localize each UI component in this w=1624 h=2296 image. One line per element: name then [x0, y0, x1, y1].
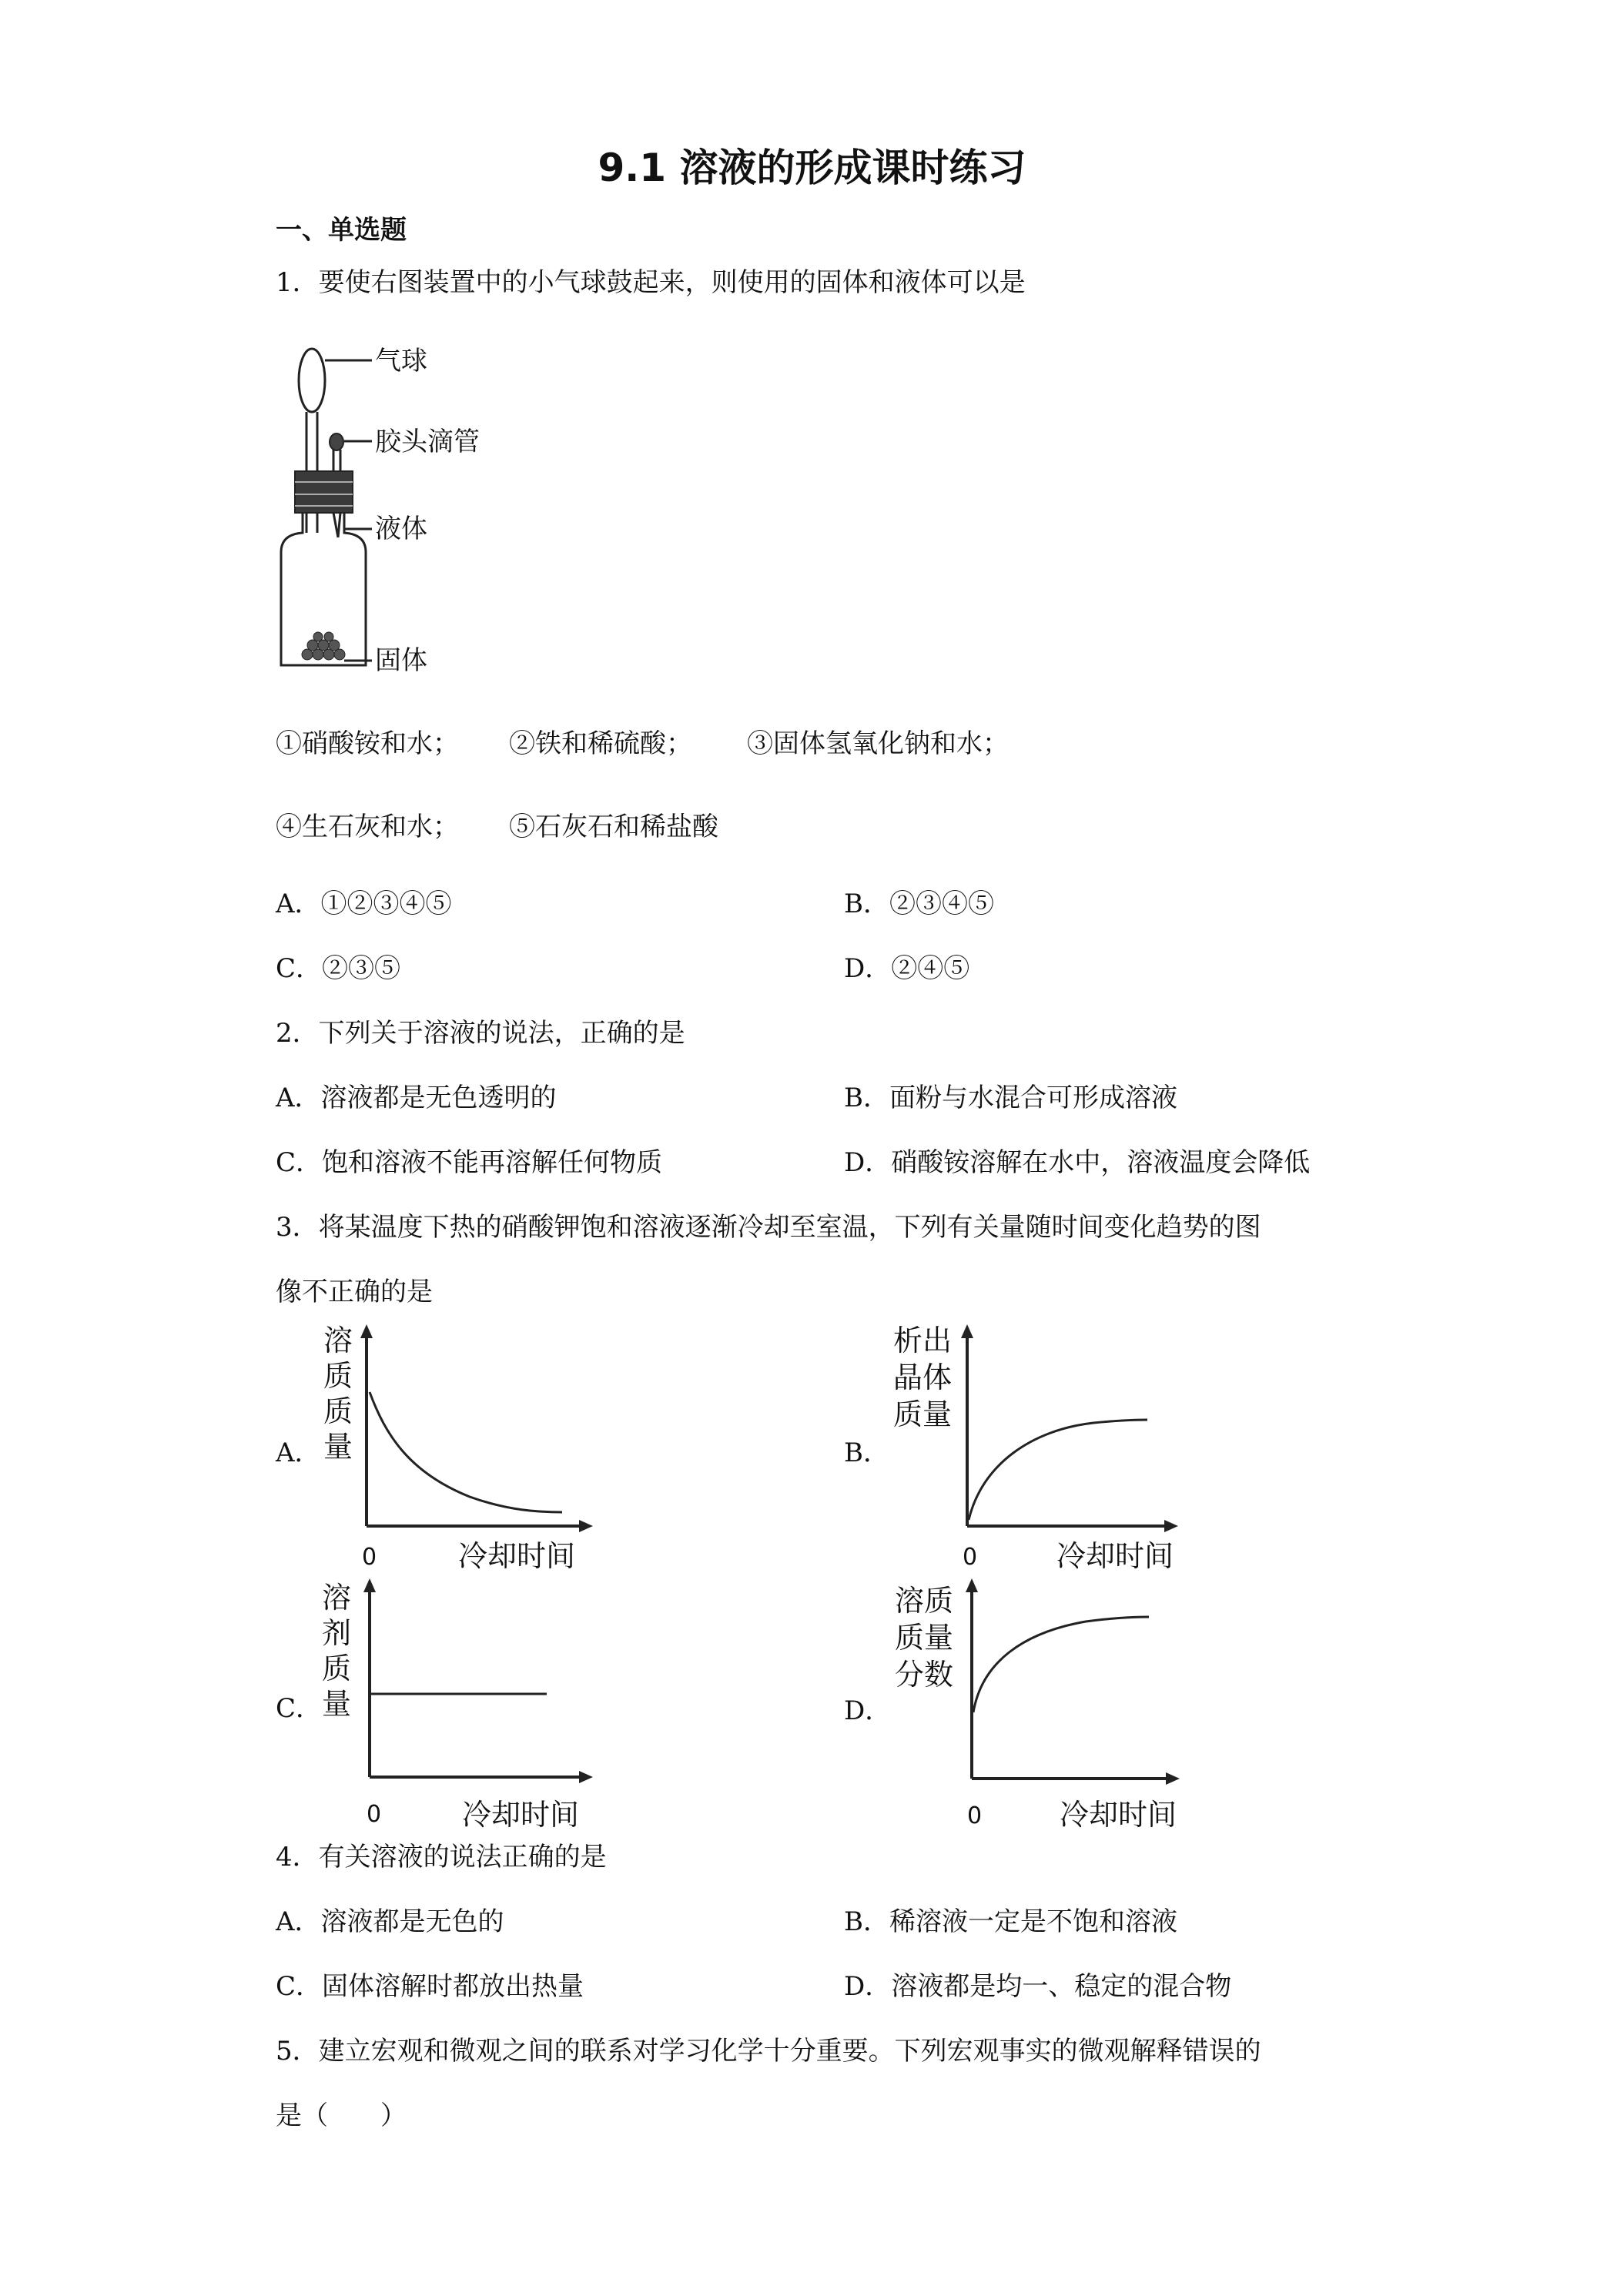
- q4-stem: 4．有关溶液的说法正确的是: [276, 1842, 607, 1873]
- q3-stem-line-2: 像不正确的是: [276, 1277, 433, 1307]
- q2-option-d[interactable]: D．硝酸铵溶解在水中，溶液温度会降低: [844, 1147, 1311, 1178]
- q4-option-a[interactable]: A．溶液都是无色的: [276, 1906, 504, 1937]
- q3-option-b[interactable]: B．: [844, 1438, 889, 1468]
- origin-c: 0: [367, 1801, 382, 1828]
- q1-stem: 1．要使右图装置中的小气球鼓起来，则使用的固体和液体可以是: [276, 267, 1026, 298]
- q1-item-4: ④生石灰和水；: [276, 812, 459, 842]
- q1-option-d[interactable]: D．②④⑤: [844, 953, 970, 984]
- y-label-a-2: 质: [323, 1359, 353, 1393]
- label-solid: 固体: [375, 645, 427, 676]
- section-heading: 一、单选题: [276, 215, 407, 246]
- curve-b: [969, 1420, 1147, 1520]
- q1-apparatus-figure: [273, 333, 527, 687]
- q1-item-2: ②铁和稀硫酸；: [509, 728, 692, 759]
- curve-a: [370, 1392, 562, 1512]
- q1-item-5: ⑤石灰石和稀盐酸: [509, 812, 718, 842]
- y-label-b-3: 质量: [893, 1397, 953, 1431]
- y-label-b-1: 析出: [893, 1324, 953, 1357]
- q1-item-1: ①硝酸铵和水；: [276, 728, 459, 759]
- label-balloon: 气球: [375, 346, 427, 377]
- y-label-a-3: 质: [323, 1394, 353, 1428]
- x-label-b: 冷却时间: [1056, 1539, 1174, 1573]
- dropper-bulb-shape: [330, 433, 343, 450]
- q1-option-a[interactable]: A．①②③④⑤: [276, 889, 452, 919]
- q1-option-c[interactable]: C．②③⑤: [276, 953, 401, 984]
- origin-d: 0: [967, 1802, 983, 1829]
- x-label-d: 冷却时间: [1060, 1798, 1177, 1832]
- y-label-c-4: 量: [322, 1687, 352, 1721]
- balloon-shape: [299, 349, 325, 412]
- curve-d: [973, 1617, 1149, 1712]
- q5-stem-line-1: 5．建立宏观和微观之间的联系对学习化学十分重要。下列宏观事实的微观解释错误的: [276, 2036, 1261, 2067]
- label-dropper: 胶头滴管: [375, 427, 480, 457]
- y-label-b-2: 晶体: [893, 1361, 953, 1394]
- q3-option-c[interactable]: C．: [276, 1693, 323, 1724]
- y-label-c-2: 剂: [322, 1616, 352, 1650]
- q2-stem: 2．下列关于溶液的说法，正确的是: [276, 1018, 685, 1049]
- page-title: 9.1 溶液的形成课时练习: [598, 146, 1026, 190]
- x-label-c: 冷却时间: [462, 1798, 580, 1832]
- q4-option-b[interactable]: B．稀溶液一定是不饱和溶液: [844, 1906, 1177, 1937]
- q5-stem-line-2: 是（ ）: [276, 2100, 407, 2131]
- y-label-c-1: 溶: [322, 1581, 352, 1615]
- y-label-d-3: 分数: [895, 1658, 954, 1692]
- q3-graph-b: [878, 1318, 1186, 1588]
- q3-stem-line-1: 3．将某温度下热的硝酸钾饱和溶液逐渐冷却至室温，下列有关量随时间变化趋势的图: [276, 1212, 1261, 1243]
- y-label-a-1: 溶: [323, 1324, 353, 1357]
- q3-graph-a: [316, 1318, 601, 1588]
- q4-option-c[interactable]: C．固体溶解时都放出热量: [276, 1971, 584, 2002]
- origin-b: 0: [963, 1544, 978, 1571]
- q3-graph-c: [316, 1577, 601, 1839]
- q2-option-c[interactable]: C．饱和溶液不能再溶解任何物质: [276, 1147, 663, 1178]
- x-label-a: 冷却时间: [458, 1539, 576, 1573]
- q3-graph-d: [878, 1577, 1186, 1839]
- q3-option-a[interactable]: A．: [276, 1438, 321, 1468]
- q4-option-d[interactable]: D．溶液都是均一、稳定的混合物: [844, 1971, 1232, 2002]
- y-label-d-2: 质量: [895, 1621, 954, 1655]
- q3-option-d[interactable]: D．: [844, 1695, 892, 1726]
- label-liquid: 液体: [375, 514, 427, 544]
- q2-option-a[interactable]: A．溶液都是无色透明的: [276, 1083, 557, 1113]
- y-label-a-4: 量: [323, 1430, 353, 1464]
- origin-a: 0: [362, 1544, 377, 1571]
- y-label-d-1: 溶质: [895, 1584, 954, 1618]
- q2-option-b[interactable]: B．面粉与水混合可形成溶液: [844, 1083, 1177, 1113]
- y-label-c-3: 质: [322, 1652, 352, 1685]
- q1-option-b[interactable]: B．②③④⑤: [844, 889, 994, 919]
- solid-granules: [302, 632, 345, 660]
- q1-item-3: ③固体氢氧化钠和水；: [747, 728, 1009, 759]
